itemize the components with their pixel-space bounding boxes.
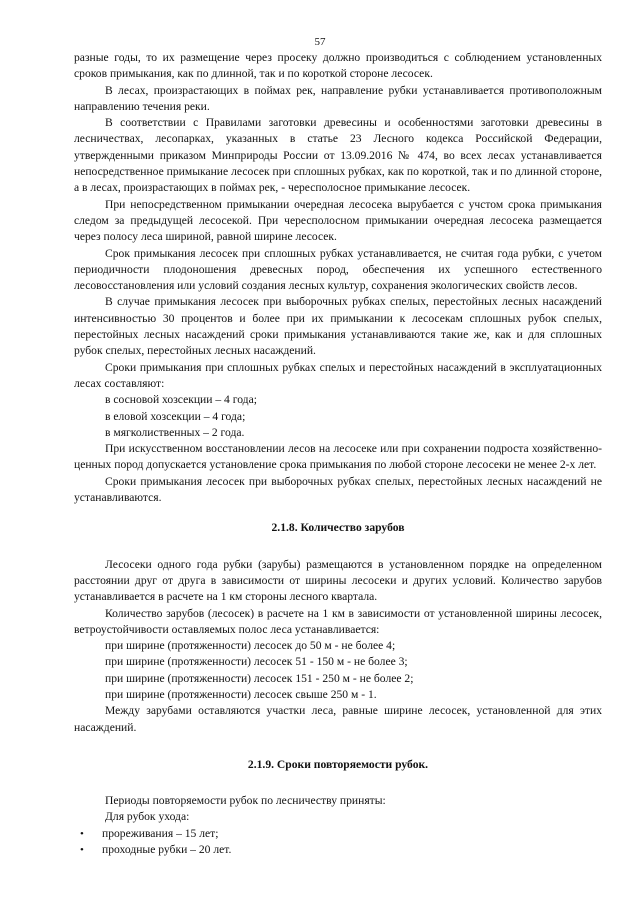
paragraph: В лесах, произрастающих в поймах рек, направление рубки устанавливается противоположным направлению течения реки. <box>74 83 602 113</box>
paragraph: При искусственном восстановлении лесов на лесосеке или при сохранении подроста хозяйственно-ценных пород допускается установление срока примыкания по любой стороне лесосеки не менее 2-х лет. <box>74 442 602 472</box>
paragraph: Лесосеки одного года рубки (зарубы) размещаются в установленном порядке на определенном расстоянии друг от друга в зависимости от ширины лесосеки и других условий. Количество зарубов устанавливается в расчете на 1 км стороны лесного квартала. <box>74 557 602 604</box>
paragraph: Количество зарубов (лесосек) в расчете на 1 км в зависимости от установленной ширины лесосек, ветроустойчивости оставляемых полос леса устанавливается: <box>74 606 602 636</box>
list-item: при ширине (протяженности) лесосек свыше 250 м - 1. <box>105 687 377 701</box>
bullet-list-item <box>74 826 602 842</box>
page-number: 57 <box>314 36 326 48</box>
paragraph: В соответствии с Правилами заготовки древесины и особенностями заготовки древесины в лесничествах, лесопарках, указанных в статье 23 Лесного кодекса Российской Федерации, утвержденными приказом Минприроды России от 13.09.2016 № 474, во всех лесах устанавливается непосредственное примыкание лесосек при сплошных рубках, как по короткой, так и по длинной стороне, а в лесах, произрастающих в поймах рек, - чересполосное примыкание лесосек. <box>74 116 602 195</box>
list-item: в еловой хозсекции – 4 года; <box>105 409 246 423</box>
bullet-icon: • <box>80 827 84 840</box>
list-item: Периоды повторяемости рубок по лесничеству приняты: <box>105 794 386 808</box>
list-item: при ширине (протяженности) лесосек 51 - 150 м - не более 3; <box>105 655 408 669</box>
list-item: при ширине (протяженности) лесосек 151 - 250 м - не более 2; <box>105 671 414 685</box>
paragraph: Срок примыкания лесосек при сплошных рубках устанавливается, не считая года рубки, с учетом периодичности плодоношения древесных пород, обеспечения их успешного естественного лесовосстановления или условий создания лесных культур, сохранения экологических свойств лесов. <box>74 246 602 293</box>
list-item: в мягколиственных – 2 года. <box>105 425 245 439</box>
bullet-text: прореживания – 15 лет; <box>102 826 219 840</box>
section-heading: 2.1.9. Сроки повторяемости рубок. <box>247 757 429 771</box>
paragraph: Сроки примыкания лесосек при выборочных рубках спелых, перестойных лесных насаждений не устанавливаются. <box>74 474 602 505</box>
paragraph: При непосредственном примыкании очередная лесосека вырубается с учстом срока примыкания следом за предыдущей лесосекой. При чересполосном примыкании очередная лесосека размещается через полосу леса шириной, равной ширине лесосек. <box>74 197 602 244</box>
page-content <box>74 50 602 858</box>
bullet-list-item <box>74 842 602 858</box>
paragraph: В случае примыкания лесосек при выборочных рубках спелых, перестойных лесных насаждений интенсивностью 30 процентов и более при их примыкании к лесосекам сплошных рубок спелых, перестойных лесных насаждений сроки примыкания устанавливаются такие же, как и для сплошных рубок спелых, перестойных лесных насаждений. <box>74 295 602 358</box>
bullet-icon: • <box>80 844 84 857</box>
list-item: в сосновой хозсекции – 4 года; <box>105 393 257 407</box>
list-item: Для рубок ухода: <box>105 810 190 824</box>
paragraph: разные годы, то их размещение через просеку должно производиться с соблюдением установленных сроков примыкания, как по длинной, так и по короткой стороне лесосек. <box>74 51 602 81</box>
paragraph: Между зарубами оставляются участки леса, равные ширине лесосек, установленной для этих насаждений. <box>74 704 602 734</box>
bullet-text: проходные рубки – 20 лет. <box>102 843 232 857</box>
paragraph: Сроки примыкания при сплошных рубках спелых и перестойных насаждений в эксплуатационных лесах составляют: <box>74 360 602 390</box>
list-item: при ширине (протяженности) лесосек до 50 м - не более 4; <box>105 639 396 653</box>
section-heading: 2.1.8. Количество зарубов <box>271 521 405 535</box>
